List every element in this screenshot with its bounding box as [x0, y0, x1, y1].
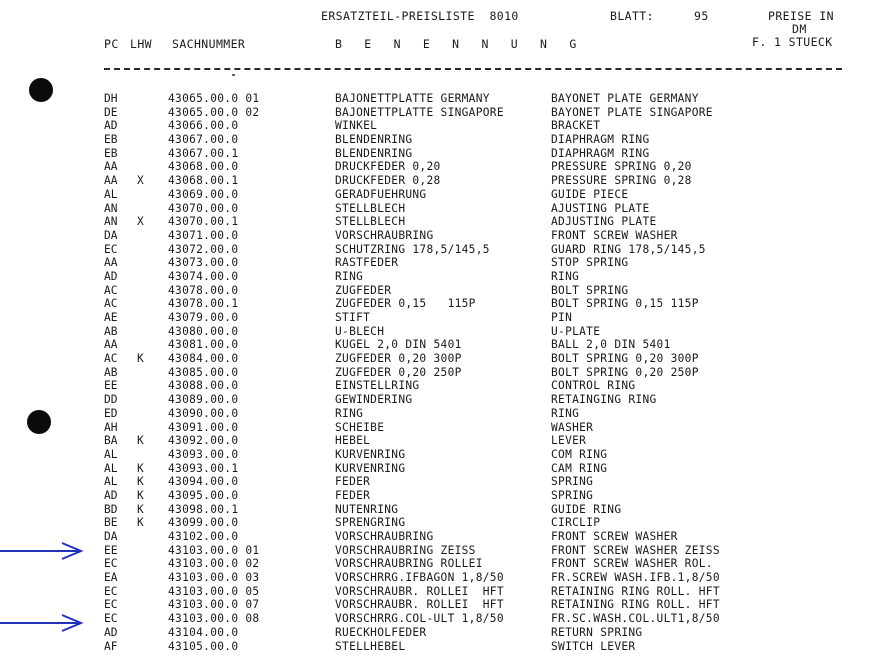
english-name: BAYONET PLATE SINGAPORE	[551, 105, 713, 119]
part-number: 43105.00.0	[168, 639, 239, 653]
preise-heading-line3: F. 1 STUECK	[752, 35, 833, 49]
german-name: RASTFEDER	[335, 256, 399, 270]
part-code: AN	[104, 215, 118, 229]
part-code: DD	[104, 393, 118, 407]
german-name: SCHUTZRING 178,5/145,5	[335, 242, 490, 256]
english-name: RETAINING RING ROLL. HFT	[551, 584, 720, 598]
part-code: AA	[104, 160, 118, 174]
part-code: EC	[104, 598, 118, 612]
table-row	[0, 366, 886, 380]
german-name: VORSCHRAUBRING ZEISS	[335, 543, 476, 557]
part-code: EC	[104, 242, 118, 256]
table-row	[0, 229, 886, 243]
english-name: RETURN SPRING	[551, 625, 643, 639]
table-row	[0, 530, 886, 544]
part-number: 43078.00.1	[168, 297, 239, 311]
blatt-label: BLATT:	[610, 9, 654, 23]
german-name: BAJONETTPLATTE SINGAPORE	[335, 105, 504, 119]
part-code: EC	[104, 612, 118, 626]
english-name: FRONT SCREW WASHER	[551, 228, 678, 242]
part-number: 43098.00.1	[168, 502, 239, 516]
german-name: VORSCHRAUBRING ROLLEI	[335, 557, 483, 571]
part-code: AF	[104, 639, 118, 653]
part-code: BD	[104, 502, 118, 516]
german-name: GEWINDERING	[335, 393, 413, 407]
english-name: FR.SCREW WASH.IFB.1,8/50	[551, 571, 720, 585]
english-name: PRESSURE SPRING 0,28	[551, 174, 692, 188]
part-code: EC	[104, 584, 118, 598]
part-number: 43068.00.1	[168, 174, 239, 188]
part-code: AL	[104, 187, 118, 201]
english-name: BOLT SPRING 0,20 250P	[551, 365, 699, 379]
lhw-flag: X	[137, 174, 144, 188]
german-name: BAJONETTPLATTE GERMANY	[335, 92, 490, 105]
english-name: BALL 2,0 DIN 5401	[551, 338, 671, 352]
german-name: ZUGFEDER 0,20 300P	[335, 352, 462, 366]
german-name: FEDER	[335, 475, 371, 489]
english-name: GUARD RING 178,5/145,5	[551, 242, 706, 256]
part-number: 43095.00.0	[168, 488, 239, 502]
english-name: GUIDE RING	[551, 502, 622, 516]
lhw-flag: X	[137, 215, 144, 229]
table-row	[0, 448, 886, 462]
english-name: RETAINING RING ROLL. HFT	[551, 598, 720, 612]
part-number: 43094.00.0	[168, 475, 239, 489]
english-name: BRACKET	[551, 119, 601, 133]
part-number: 43103.00.0 07	[168, 598, 260, 612]
table-row	[0, 434, 886, 448]
table-row	[0, 612, 886, 626]
german-name: VORSCHRAUBR. ROLLEI HFT	[335, 584, 504, 598]
part-code: EB	[104, 133, 118, 147]
german-name: SPRENGRING	[335, 516, 406, 530]
part-number: 43068.00.0	[168, 160, 239, 174]
german-name: STELLHEBEL	[335, 639, 406, 653]
german-name: ZUGFEDER	[335, 283, 392, 297]
english-name: ADJUSTING PLATE	[551, 215, 657, 229]
part-number: 43078.00.0	[168, 283, 239, 297]
part-number: 43102.00.0	[168, 530, 239, 543]
english-name: SPRING	[551, 488, 594, 502]
blatt-number: 95	[694, 9, 709, 23]
german-name: EINSTELLRING	[335, 379, 420, 393]
part-code: EA	[104, 571, 118, 585]
part-code: DE	[104, 105, 118, 119]
table-row	[0, 311, 886, 325]
part-number: 43085.00.0	[168, 365, 239, 379]
part-number: 43103.00.0 01	[168, 543, 260, 557]
german-name: NUTENRING	[335, 502, 399, 516]
part-number: 43103.00.0 08	[168, 612, 260, 626]
table-row	[0, 352, 886, 366]
part-number: 43090.00.0	[168, 406, 239, 420]
english-name: FRONT SCREW WASHER	[551, 530, 678, 543]
table-row	[0, 243, 886, 257]
part-code: DA	[104, 530, 118, 543]
table-row	[0, 297, 886, 311]
annotation-arrow-icon	[0, 541, 84, 561]
english-name: COM RING	[551, 447, 608, 461]
table-row	[0, 256, 886, 270]
english-name: CAM RING	[551, 461, 608, 475]
german-name: WINKEL	[335, 119, 378, 133]
part-number: 43103.00.0 05	[168, 584, 260, 598]
german-name: HEBEL	[335, 434, 371, 448]
german-name: ZUGFEDER 0,20 250P	[335, 365, 462, 379]
part-number: 43093.00.0	[168, 447, 239, 461]
table-row	[0, 571, 886, 585]
part-number: 43072.00.0	[168, 242, 239, 256]
part-code: AL	[104, 475, 118, 489]
english-name: AJUSTING PLATE	[551, 201, 650, 215]
german-name: VORSCHRAUBR. ROLLEI HFT	[335, 598, 504, 612]
preise-heading-line2: DM	[792, 22, 807, 36]
english-name: BOLT SPRING	[551, 283, 629, 297]
english-name: LEVER	[551, 434, 587, 448]
lhw-flag: K	[137, 434, 144, 448]
part-code: AC	[104, 352, 118, 366]
table-row	[0, 174, 886, 188]
part-code: AE	[104, 311, 118, 324]
part-number: 43099.00.0	[168, 516, 239, 530]
english-name: BAYONET PLATE GERMANY	[551, 92, 699, 105]
table-row	[0, 407, 886, 421]
table-row	[0, 92, 886, 106]
german-name: ZUGFEDER 0,15 115P	[335, 297, 476, 311]
part-number: 43070.00.1	[168, 215, 239, 229]
part-code: AN	[104, 201, 118, 215]
german-name: KURVENRING	[335, 461, 406, 475]
english-name: RING	[551, 269, 580, 283]
table-row	[0, 585, 886, 599]
table-row	[0, 284, 886, 298]
german-name: DRUCKFEDER 0,28	[335, 174, 441, 188]
part-number: 43084.00.0	[168, 352, 239, 366]
table-row	[0, 475, 886, 489]
part-number: 43074.00.0	[168, 269, 239, 283]
german-name: VORSCHRAUBRING	[335, 228, 434, 242]
part-number: 43092.00.0	[168, 434, 239, 448]
table-row	[0, 557, 886, 571]
english-name: BOLT SPRING 0,20 300P	[551, 352, 699, 366]
english-name: DIAPHRAGM RING	[551, 146, 650, 160]
part-code: BA	[104, 434, 118, 448]
lhw-flag: K	[137, 516, 144, 530]
part-code: AA	[104, 174, 118, 188]
table-row	[0, 462, 886, 476]
table-row	[0, 544, 886, 558]
part-number: 43088.00.0	[168, 379, 239, 393]
scan-speck	[232, 74, 235, 76]
table-row	[0, 188, 886, 202]
table-row	[0, 160, 886, 174]
english-name: BOLT SPRING 0,15 115P	[551, 297, 699, 311]
parts-table	[0, 92, 886, 653]
part-code: AD	[104, 269, 118, 283]
german-name: KURVENRING	[335, 447, 406, 461]
german-name: DRUCKFEDER 0,20	[335, 160, 441, 174]
part-code: AB	[104, 365, 118, 379]
part-code: AD	[104, 488, 118, 502]
german-name: VORSCHRAUBRING	[335, 530, 434, 543]
table-row	[0, 106, 886, 120]
part-number: 43091.00.0	[168, 420, 239, 434]
german-name: RUECKHOLFEDER	[335, 625, 427, 639]
part-number: 43103.00.0 02	[168, 557, 260, 571]
part-code: EE	[104, 543, 118, 557]
part-code: ED	[104, 406, 118, 420]
part-code: AD	[104, 625, 118, 639]
table-row	[0, 270, 886, 284]
german-name: STELLBLECH	[335, 215, 406, 229]
part-number: 43065.00.0 02	[168, 105, 260, 119]
table-row	[0, 626, 886, 640]
lhw-flag: K	[137, 475, 144, 489]
part-number: 43081.00.0	[168, 338, 239, 352]
part-code: EB	[104, 146, 118, 160]
table-row	[0, 379, 886, 393]
table-row	[0, 503, 886, 517]
english-name: CIRCLIP	[551, 516, 601, 530]
german-name: STIFT	[335, 311, 371, 324]
part-number: 43071.00.0	[168, 228, 239, 242]
part-code: AH	[104, 420, 118, 434]
english-name: GUIDE PIECE	[551, 187, 629, 201]
part-number: 43073.00.0	[168, 256, 239, 270]
table-row	[0, 215, 886, 229]
table-row	[0, 393, 886, 407]
table-row	[0, 325, 886, 339]
table-row	[0, 338, 886, 352]
german-name: SCHEIBE	[335, 420, 385, 434]
header-divider	[104, 68, 842, 70]
german-name: STELLBLECH	[335, 201, 406, 215]
english-name: DIAPHRAGM RING	[551, 133, 650, 147]
german-name: VORSCHRRG.IFBAGON 1,8/50	[335, 571, 504, 585]
part-number: 43065.00.0 01	[168, 92, 260, 105]
preise-heading-line1: PREISE IN	[768, 9, 834, 23]
table-row	[0, 119, 886, 133]
part-code: AA	[104, 256, 118, 270]
table-row	[0, 640, 886, 654]
table-row	[0, 489, 886, 503]
part-code: AC	[104, 283, 118, 297]
part-code: AB	[104, 324, 118, 338]
column-header-lhw: LHW	[130, 37, 152, 51]
part-code: BE	[104, 516, 118, 530]
part-code: AL	[104, 447, 118, 461]
part-code: AL	[104, 461, 118, 475]
part-code: AC	[104, 297, 118, 311]
part-number: 43080.00.0	[168, 324, 239, 338]
english-name: FRONT SCREW WASHER ZEISS	[551, 543, 720, 557]
lhw-flag: K	[137, 461, 144, 475]
part-number: 43066.00.0	[168, 119, 239, 133]
english-name: STOP SPRING	[551, 256, 629, 270]
part-number: 43069.00.0	[168, 187, 239, 201]
part-number: 43093.00.1	[168, 461, 239, 475]
table-row	[0, 598, 886, 612]
german-name: RING	[335, 406, 364, 420]
part-code: AD	[104, 119, 118, 133]
table-row	[0, 421, 886, 435]
part-number: 43103.00.0 03	[168, 571, 260, 585]
english-name: RETAINGING RING	[551, 393, 657, 407]
part-code: EC	[104, 557, 118, 571]
english-name: SWITCH LEVER	[551, 639, 636, 653]
german-name: BLENDENRING	[335, 146, 413, 160]
english-name: FRONT SCREW WASHER ROL.	[551, 557, 713, 571]
german-name: FEDER	[335, 488, 371, 502]
part-code: AA	[104, 338, 118, 352]
part-code: DH	[104, 92, 118, 105]
part-number: 43070.00.0	[168, 201, 239, 215]
lhw-flag: K	[137, 352, 144, 366]
table-row	[0, 147, 886, 161]
part-number: 43067.00.0	[168, 133, 239, 147]
english-name: WASHER	[551, 420, 594, 434]
german-name: GERADFUEHRUNG	[335, 187, 427, 201]
part-number: 43104.00.0	[168, 625, 239, 639]
english-name: FR.SC.WASH.COL.ULT1,8/50	[551, 612, 720, 626]
english-name: CONTROL RING	[551, 379, 636, 393]
part-number: 43067.00.1	[168, 146, 239, 160]
table-row	[0, 202, 886, 216]
english-name: RING	[551, 406, 580, 420]
annotation-arrow-icon	[0, 613, 84, 633]
lhw-flag: K	[137, 488, 144, 502]
part-number: 43079.00.0	[168, 311, 239, 324]
lhw-flag: K	[137, 502, 144, 516]
part-code: EE	[104, 379, 118, 393]
part-code: DA	[104, 228, 118, 242]
table-row	[0, 516, 886, 530]
column-header-sachnummer: SACHNUMMER	[172, 37, 246, 51]
english-name: SPRING	[551, 475, 594, 489]
part-number: 43089.00.0	[168, 393, 239, 407]
column-header-pc: PC	[104, 37, 119, 51]
german-name: BLENDENRING	[335, 133, 413, 147]
german-name: VORSCHRRG.COL-ULT 1,8/50	[335, 612, 504, 626]
column-header-benennung: B E N E N N U N G	[335, 37, 577, 51]
document-title: ERSATZTEIL-PREISLISTE 8010	[321, 9, 519, 23]
german-name: RING	[335, 269, 364, 283]
english-name: PIN	[551, 311, 573, 324]
german-name: U-BLECH	[335, 324, 385, 338]
table-row	[0, 133, 886, 147]
english-name: U-PLATE	[551, 324, 601, 338]
english-name: PRESSURE SPRING 0,20	[551, 160, 692, 174]
german-name: KUGEL 2,0 DIN 5401	[335, 338, 462, 352]
